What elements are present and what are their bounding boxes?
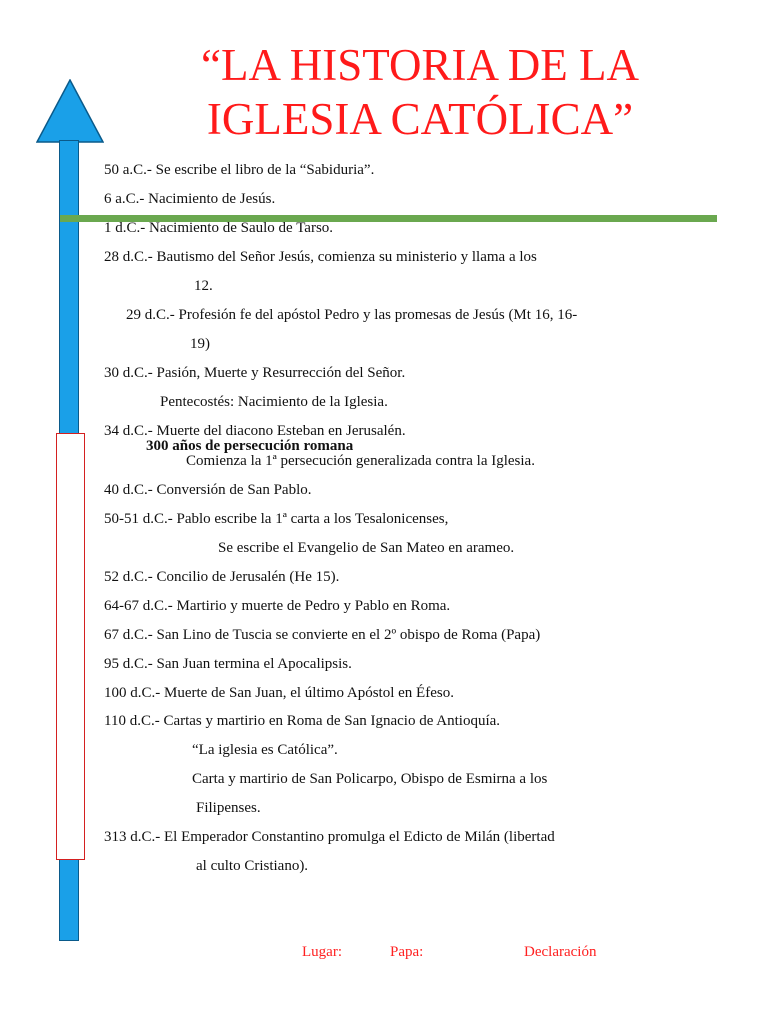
timeline-entry: 1 d.C.- Nacimiento de Saulo de Tarso. [104, 220, 334, 236]
footer-papa-label: Papa: [390, 944, 424, 960]
timeline-entry: 30 d.C.- Pasión, Muerte y Resurrección del Señor. [104, 365, 406, 381]
persecution-era-label: 300 años de persecución romana [146, 438, 354, 454]
page-title [150, 38, 690, 146]
timeline-entry: 67 d.C.- San Lino de Tuscia se convierte en el 2º obispo de Roma (Papa) [104, 627, 541, 643]
timeline-entry: 50 a.C.- Se escribe el libro de la “Sabiduria”. [104, 162, 375, 178]
timeline-entry: 52 d.C.- Concilio de Jerusalén (He 15). [104, 569, 340, 585]
timeline-entry-continuation: Filipenses. [196, 800, 261, 816]
timeline-entry: 6 a.C.- Nacimiento de Jesús. [104, 191, 276, 207]
persecution-era-box [56, 433, 85, 860]
timeline-entry: 50-51 d.C.- Pablo escribe la 1ª carta a los Tesalonicenses, [104, 511, 449, 527]
arrow-up-icon [36, 79, 104, 143]
title-line-2: IGLESIA CATÓLICA” [206, 94, 634, 144]
timeline-entry: 110 d.C.- Cartas y martirio en Roma de San Ignacio de Antioquía. [104, 713, 501, 729]
title-line-1: “LA HISTORIA DE LA [201, 40, 639, 90]
timeline-entry-continuation: Pentecostés: Nacimiento de la Iglesia. [160, 394, 388, 410]
timeline-entry-continuation: “La iglesia es Católica”. [192, 742, 338, 758]
footer-lugar-label: Lugar: [302, 944, 342, 960]
timeline-entry-continuation: 12. [194, 278, 213, 294]
timeline-entry-continuation: Carta y martirio de San Policarpo, Obispo de Esmirna a los [192, 771, 548, 787]
timeline-entry-continuation: Se escribe el Evangelio de San Mateo en arameo. [218, 540, 515, 556]
timeline-entry: 100 d.C.- Muerte de San Juan, el último Apóstol en Éfeso. [104, 685, 454, 701]
footer-declaracion-label: Declaración [524, 944, 597, 960]
timeline-entry-continuation: Comienza la 1ª persecución generalizada contra la Iglesia. [186, 453, 535, 469]
timeline-entry: 28 d.C.- Bautismo del Señor Jesús, comienza su ministerio y llama a los [104, 249, 537, 265]
timeline-entry-continuation: al culto Cristiano). [196, 858, 309, 874]
timeline-entry: 313 d.C.- El Emperador Constantino promulga el Edicto de Milán (libertad [104, 829, 555, 845]
timeline-entry-continuation: 19) [190, 336, 210, 352]
timeline-entry: 40 d.C.- Conversión de San Pablo. [104, 482, 312, 498]
timeline-entry: 95 d.C.- San Juan termina el Apocalipsis. [104, 656, 352, 672]
timeline-entry: 64-67 d.C.- Martirio y muerte de Pedro y Pablo en Roma. [104, 598, 451, 614]
timeline-entry: 34 d.C.- Muerte del diacono Esteban en Jerusalén. [104, 423, 406, 439]
timeline-entry: 29 d.C.- Profesión fe del apóstol Pedro y las promesas de Jesús (Mt 16, 16- [126, 307, 578, 323]
